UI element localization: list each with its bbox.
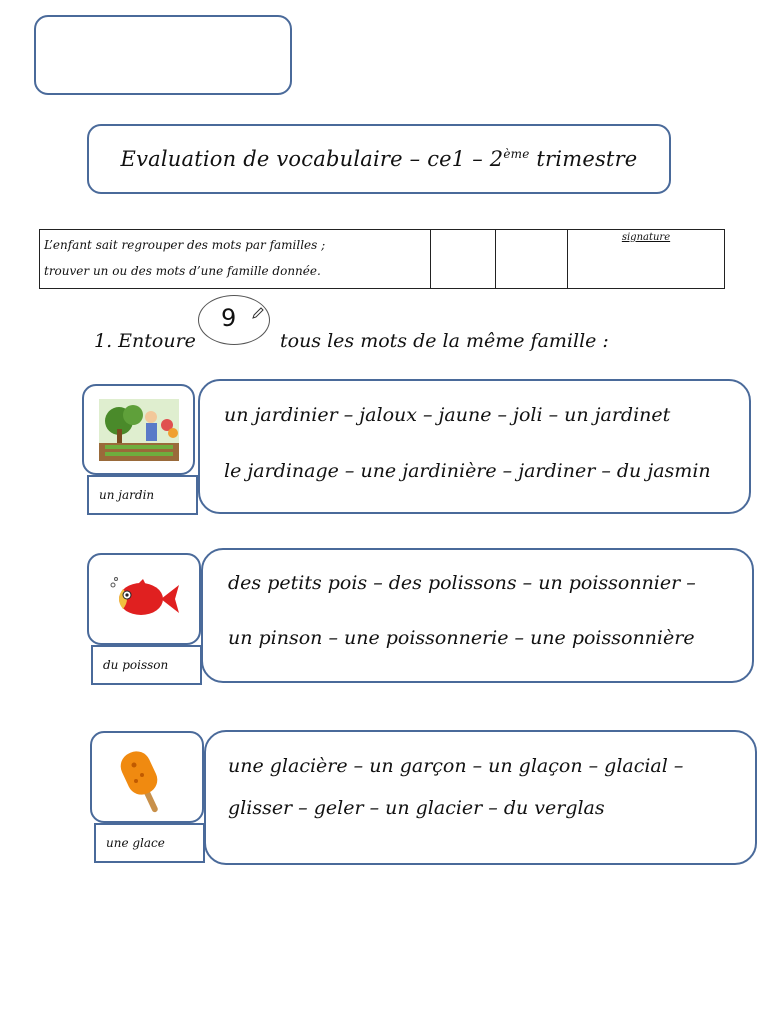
pencil-icon: [251, 306, 265, 320]
word-line[interactable]: un jardinier – jaloux – jaune – joli – un jardinet: [224, 404, 671, 426]
score-badge: 9: [198, 295, 270, 345]
competence-text: L’enfant sait regrouper des mots par familles ; trouver un ou des mots d’une famille donnée.: [40, 230, 431, 289]
evaluation-cell[interactable]: [431, 230, 496, 289]
group-label: une glace: [94, 823, 205, 863]
instruction-text: tous les mots de la même famille :: [280, 330, 609, 352]
word-list-box: [198, 379, 751, 514]
word-line[interactable]: un pinson – une poissonnerie – une poissonnière: [228, 627, 695, 649]
word-line[interactable]: le jardinage – une jardinière – jardiner – du jasmin: [224, 460, 711, 482]
word-line[interactable]: des petits pois – des polissons – un poissonnier –: [228, 572, 696, 594]
page-title: Evaluation de vocabulaire – ce1 – 2ème trimestre: [120, 147, 638, 171]
garden-image-box: [82, 384, 195, 475]
fish-icon: [109, 575, 181, 623]
word-line[interactable]: une glacière – un garçon – un glaçon – glacial –: [228, 755, 684, 777]
garden-icon: [99, 399, 179, 461]
word-list-box: [201, 548, 754, 683]
name-box[interactable]: [34, 15, 292, 95]
group-label: un jardin: [87, 475, 198, 515]
ice-cream-image-box: [90, 731, 204, 823]
evaluation-cell[interactable]: [496, 230, 568, 289]
ice-cream-icon: [116, 745, 176, 817]
instruction-label: 1. Entoure: [94, 330, 196, 352]
title-box: [87, 124, 671, 194]
signature-cell[interactable]: signature: [568, 230, 725, 289]
group-label: du poisson: [91, 645, 202, 685]
competence-table: [39, 229, 725, 289]
fish-image-box: [87, 553, 201, 645]
word-line[interactable]: glisser – geler – un glacier – du verglas: [228, 797, 605, 819]
